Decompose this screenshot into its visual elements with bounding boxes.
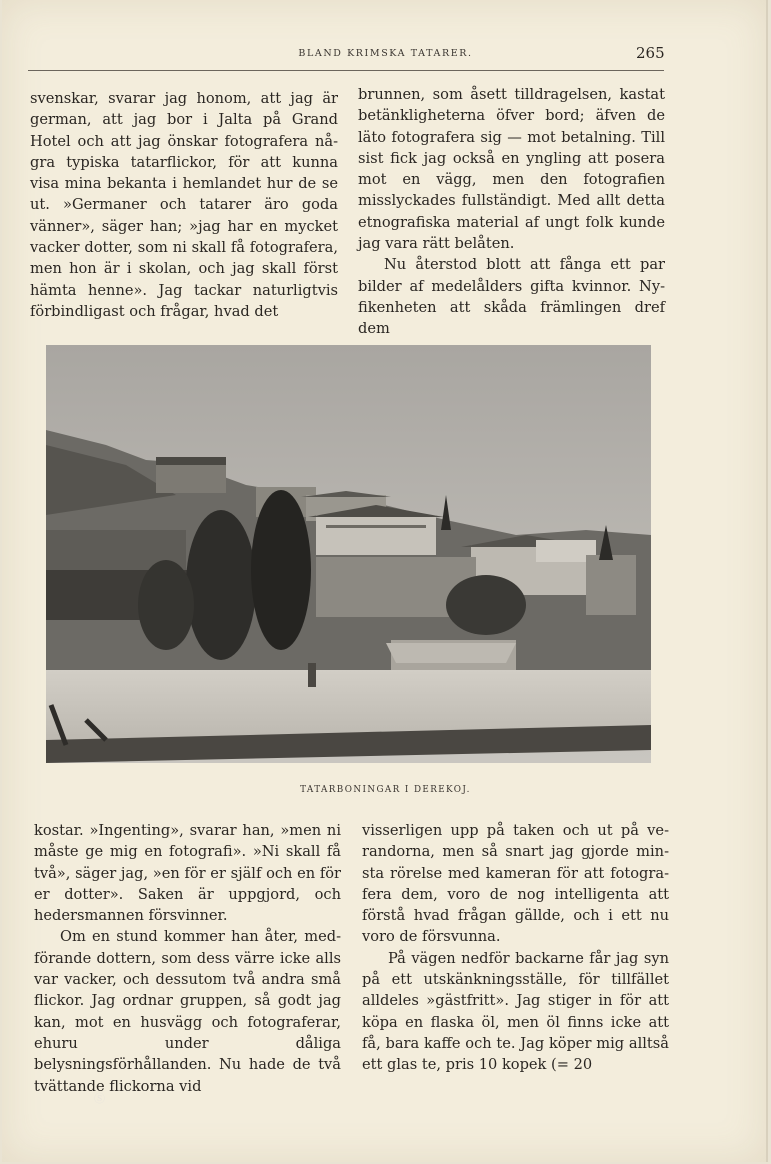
paragraph: brunnen, som åsett tilldragelsen, kastat betänkligheterna öfver bord; äfven de läto fotografera sig — mot betalning. Till sist fick jag också en yngling att posera mot en vägg, men den fotografien misslyckades fullständigt. Med allt detta etnografiska material af ungt folk kunde jag vara rätt belåten. xyxy=(358,86,665,253)
text-column-bottom-left xyxy=(34,820,341,1097)
text-column-top-left xyxy=(30,88,338,322)
paragraph: svenskar, svarar jag honom, att jag är german, att jag bor i Jalta på Grand Hotel och att jag önskar fotografera några typiska tatarflickor, för att kunna visa mina bekanta i hemlandet hur de se ut. »Germaner och tatarer äro goda vänner», säger han; »jag har en mycket vacker dotter, som ni skall få fotografera, men hon är i skolan, och jag skall först hämta henne». Jag tackar naturligtvis förbindligast och frågar, hvad det xyxy=(30,90,338,320)
paragraph: visserligen upp på taken och ut på verandorna, men så snart jag gjorde minsta rörelse med kameran för att fotografera dem, voro de nog intelligenta att förstå hvad frågan gällde, och i ett nu voro de försvunna. xyxy=(362,822,669,946)
photo-illustration xyxy=(46,345,651,763)
paragraph: Om en stund kommer han åter, medförande dottern, som dess värre icke alls var vacker, och dessutom två andra små flickor. Jag ordnar gruppen, så godt jag kan, mot en husvägg och fotograferar, ehuru under dåliga belysningsförhållanden. Nu hade de två tvättande flickorna vid xyxy=(34,928,341,1095)
text-column-top-right xyxy=(358,84,665,340)
paragraph: Nu återstod blott att fånga ett par bilder af medelålders gifta kvinnor. Nyfikenheten att skåda främlingen dref dem xyxy=(358,256,665,338)
text-column-bottom-right xyxy=(362,820,669,1076)
running-title: BLAND KRIMSKA TATARER. xyxy=(298,48,473,59)
header-rule xyxy=(28,70,664,71)
figure-caption: TATARBONINGAR I DEREKOJ. xyxy=(300,785,471,795)
page-number: 265 xyxy=(636,44,665,62)
photographer-mark: Ⓢ xyxy=(94,1092,105,1105)
paragraph: På vägen nedför backarne får jag syn på ett utskänkningsställe, för tillfället alldeles »gästfritt». Jag stiger in för att köpa en flaska öl, men öl finns icke att få, bara kaffe och te. Jag köper mig alltså ett glas te, pris 10 kopek (= 20 xyxy=(362,949,669,1074)
paragraph: kostar. »Ingenting», svarar han, »men ni måste ge mig en fotografi». »Ni skall få två», säger jag, »en för er själf och en för er dotter». Saken är uppgjord, och hedersmannen försvinner. xyxy=(34,822,341,925)
